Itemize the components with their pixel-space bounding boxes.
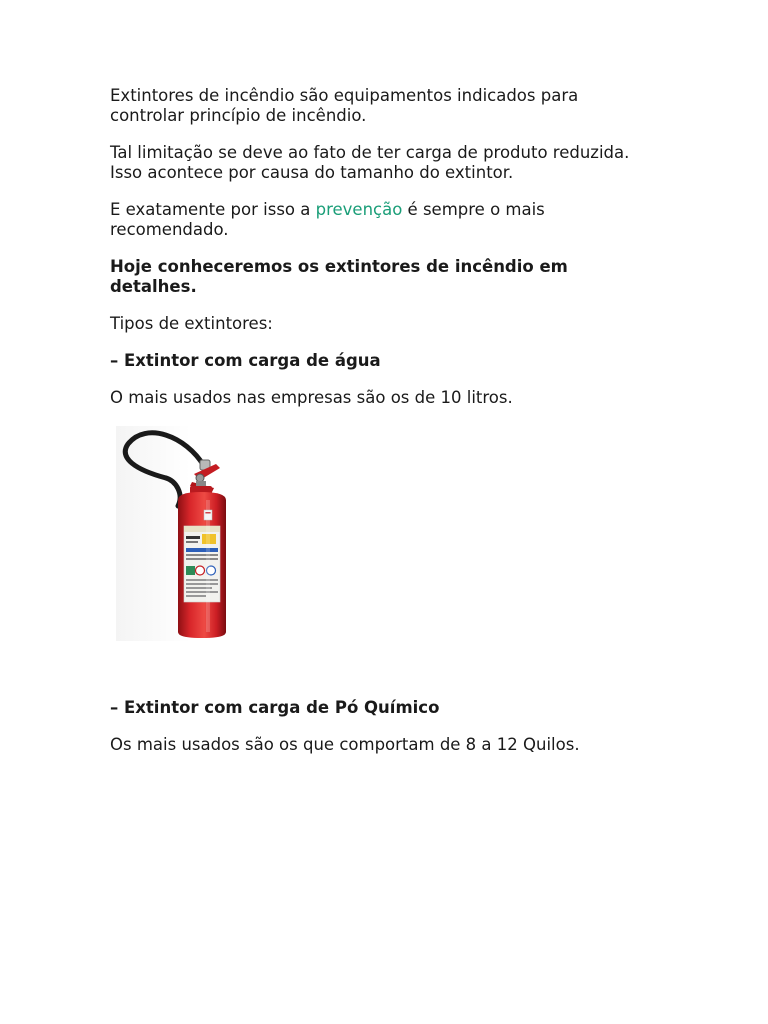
bold-intro-heading: Hoje conheceremos os extintores de incêndio em detalhes. bbox=[110, 257, 568, 296]
prevention-paragraph bbox=[110, 200, 650, 240]
intro-paragraph: Extintores de incêndio são equipamentos indicados para controlar princípio de incêndio. bbox=[110, 86, 579, 125]
prevention-text-before: E exatamente por isso a bbox=[110, 200, 316, 219]
types-label: Tipos de extintores: bbox=[110, 314, 273, 333]
document-body bbox=[110, 86, 650, 755]
water-extinguisher-text: O mais usados nas empresas são os de 10 litros. bbox=[110, 388, 513, 407]
limitation-paragraph: Tal limitação se deve ao fato de ter carga de produto reduzida. Isso acontece por causa do tamanho do extintor. bbox=[110, 143, 630, 182]
powder-extinguisher-text: Os mais usados são os que comportam de 8 a 12 Quilos. bbox=[110, 735, 580, 754]
prevention-text-after: é sempre o mais recomendado. bbox=[110, 200, 545, 239]
fire-extinguisher-image bbox=[116, 426, 240, 641]
prevention-link[interactable]: prevenção bbox=[315, 200, 403, 219]
fire-extinguisher-icon bbox=[116, 426, 240, 641]
powder-extinguisher-heading: – Extintor com carga de Pó Químico bbox=[110, 698, 440, 717]
water-extinguisher-heading: – Extintor com carga de água bbox=[110, 351, 381, 370]
